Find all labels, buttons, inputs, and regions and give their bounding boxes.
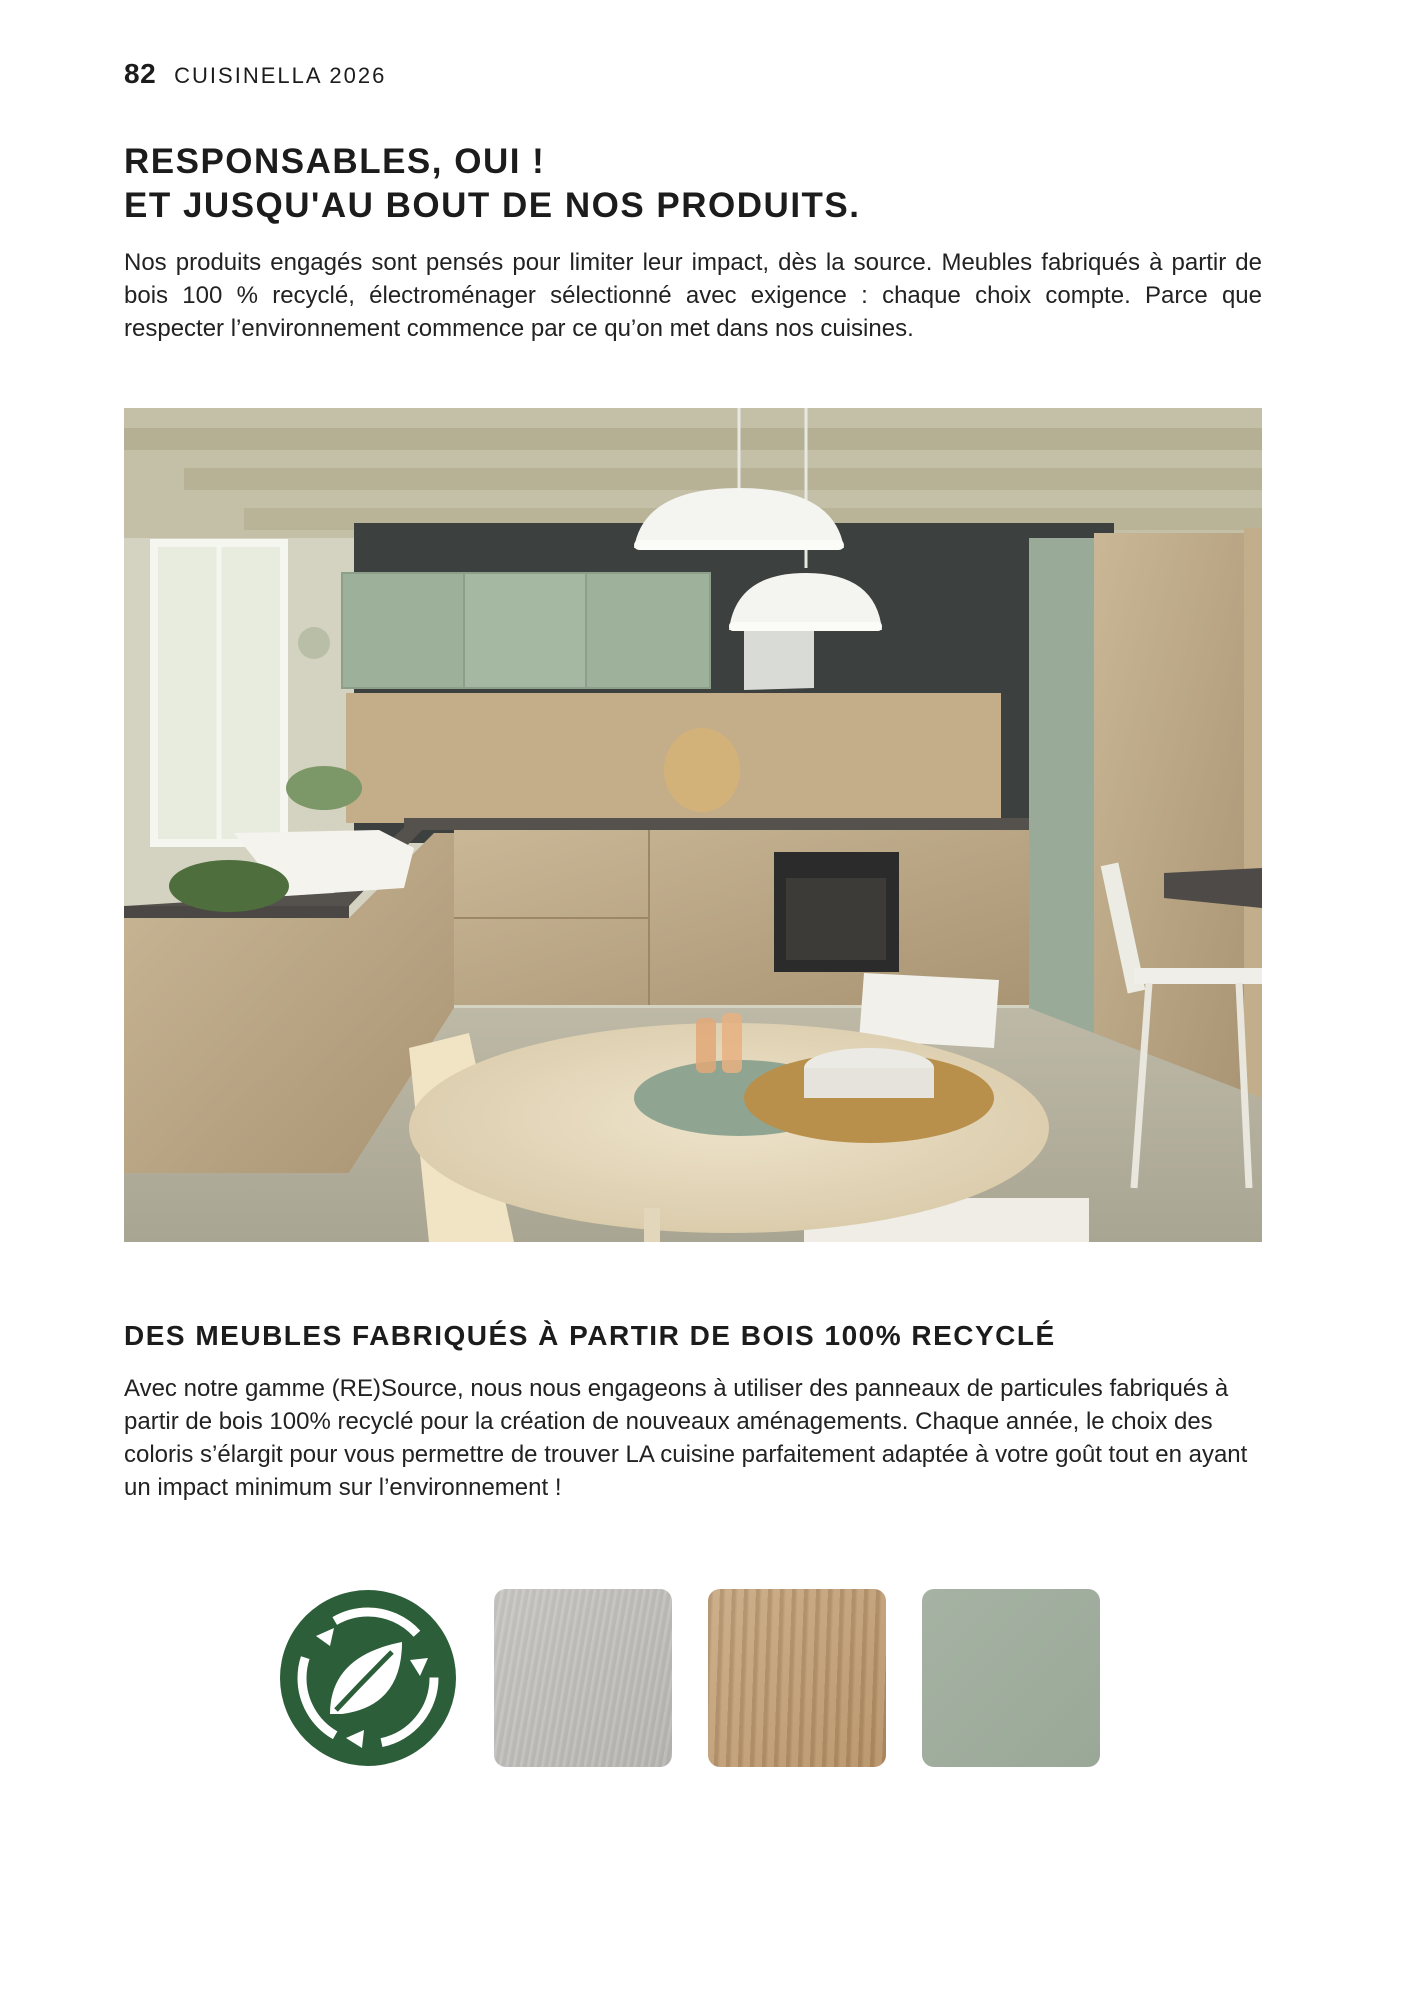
page-title-line-2: ET JUSQU'AU BOUT DE NOS PRODUITS. (124, 186, 861, 225)
page-title-line-1: RESPONSABLES, OUI ! (124, 142, 546, 181)
page-number: 82 (124, 58, 157, 89)
brand-name: CUISINELLA 2026 (174, 63, 387, 88)
page-title (124, 140, 1274, 228)
intro-paragraph: Nos produits engagés sont pensés pour limiter leur impact, dès la source. Meubles fabriqués à partir de bois 100 % recyclé, électroménager sélectionné avec exigence : chaque choix compte. Parce que respecter l’environnement commence par ce qu’on met dans nos cuisines. (124, 249, 1262, 342)
section-title: DES MEUBLES FABRIQUÉS À PARTIR DE BOIS 100% RECYCLÉ (124, 1320, 1056, 1351)
sage-swatch (922, 1589, 1100, 1767)
page-header (124, 58, 386, 90)
kitchen-photo (124, 408, 1262, 1242)
recycled-wood-leaf-icon (278, 1588, 458, 1768)
color-swatches (278, 1588, 1100, 1768)
section-paragraph: Avec notre gamme (RE)Source, nous nous engageons à utiliser des panneaux de particules fabriqués à partir de bois 100% recyclé pour la création de nouveaux aménagements. Chaque année, le choix des coloris s’élargit pour vous permettre de trouver LA cuisine parfaitement adaptée à votre goût tout en ayant un impact minimum sur l’environnement ! (124, 1375, 1248, 1501)
grey-swatch (494, 1589, 672, 1767)
oak-swatch (708, 1589, 886, 1767)
